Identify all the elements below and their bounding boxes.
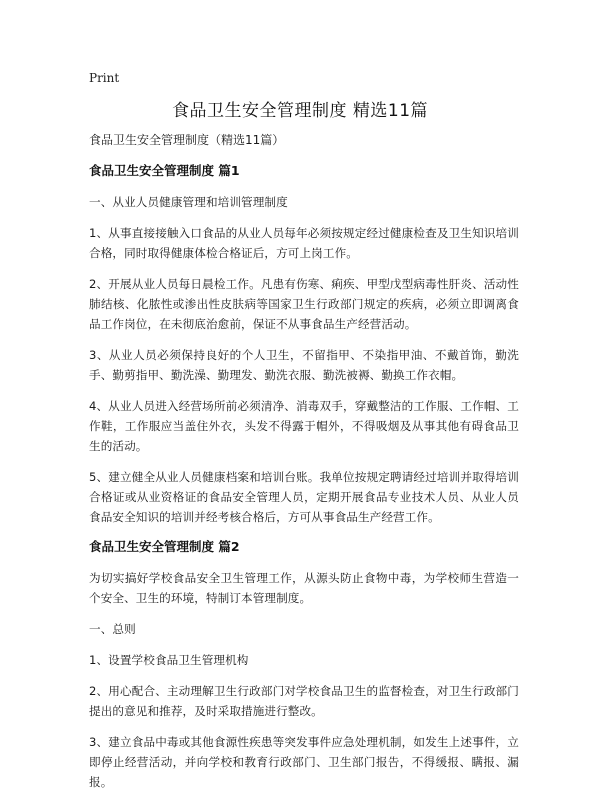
document-body: [89, 131, 519, 803]
section-heading: 食品卫生安全管理制度 篇1: [89, 163, 240, 178]
print-link[interactable]: Print: [89, 71, 120, 85]
paragraph: 一、从业人员健康管理和培训管理制度: [89, 195, 288, 209]
page-title: 食品卫生安全管理制度 精选11篇: [171, 101, 429, 121]
paragraph: 4、从业人员进入经营场所前必须清净、消毒双手，穿戴整洁的工作服、工作帽、工作鞋，工作服应当盖住外衣，头发不得露于帽外，不得吸烟及从事其他有碍食品卫生的活动。: [89, 399, 519, 453]
paragraph: 一、总则: [89, 622, 136, 636]
paragraph: 2、开展从业人员每日晨检工作。凡患有伤寒、痢疾、甲型戊型病毒性肝炎、活动性肺结核、化脓性或渗出性皮肤病等国家卫生行政部门规定的疾病，必须立即调离食品工作岗位，在未彻底治愈前，保证不从事食品生产经营活动。: [89, 277, 519, 331]
section-2: [89, 538, 519, 792]
paragraph: 为切实搞好学校食品安全卫生管理工作，从源头防止食物中毒，为学校师生营造一个安全、卫生的环境，特制订本管理制度。: [89, 571, 519, 605]
paragraph: 2、用心配合、主动理解卫生行政部门对学校食品卫生的监督检查，对卫生行政部门提出的意见和推荐，及时采取措施进行整改。: [89, 684, 519, 718]
document-subtitle: 食品卫生安全管理制度（精选11篇）: [89, 133, 285, 147]
paragraph: 1、从事直接接触入口食品的从业人员每年必须按规定经过健康检查及卫生知识培训合格，同时取得健康体检合格证后，方可上岗工作。: [89, 226, 519, 260]
paragraph: 3、从业人员必须保持良好的个人卫生，不留指甲、不染指甲油、不戴首饰，勤洗手、勤剪指甲、勤洗澡、勤理发、勤洗衣服、勤洗被褥、勤换工作衣帽。: [89, 348, 519, 382]
paragraph: 1、设置学校食品卫生管理机构: [89, 653, 249, 667]
paragraph: 5、建立健全从业人员健康档案和培训台账。我单位按规定聘请经过培训并取得培训合格证或从业资格证的食品安全管理人员，定期开展食品专业技术人员、从业人员食品安全知识的培训并经考核合格后，方可从事食品生产经营工作。: [89, 470, 519, 524]
paragraph: 3、建立食品中毒或其他食源性疾患等突发事件应急处理机制，如发生上述事件，立即停止经营活动，并向学校和教育行政部门、卫生部门报告，不得缓报、瞒报、漏报。: [89, 735, 519, 789]
section-1: [89, 162, 519, 527]
section-heading: 食品卫生安全管理制度 篇2: [89, 539, 240, 554]
